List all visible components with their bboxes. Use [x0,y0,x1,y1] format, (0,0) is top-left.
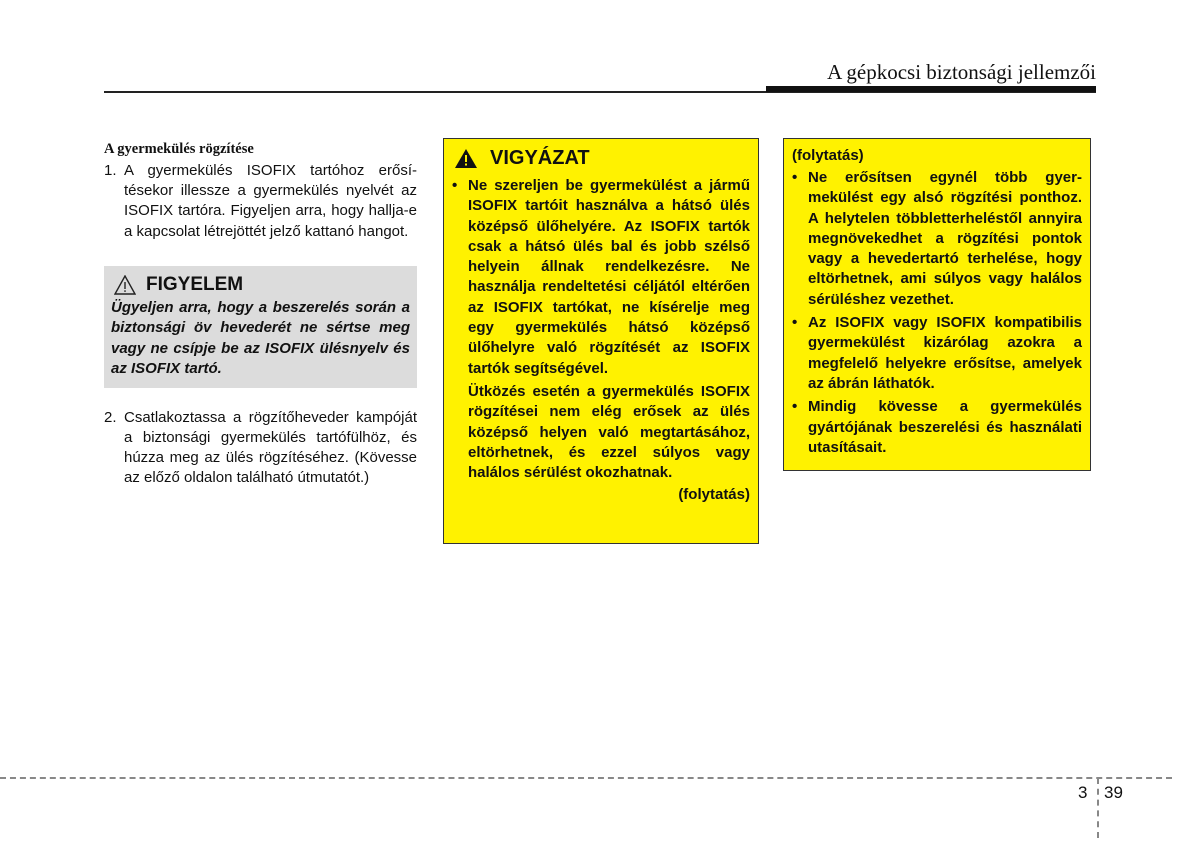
continued-bullet-2: Az ISOFIX vagy ISOFIX kompatibilis gyermekülést kizárólag azokra a megfelelő helyekre erősítse, amelyek az ábrán láthatók. [808,314,1082,392]
header-rule-accent [766,86,1096,92]
list-item: • Az ISOFIX vagy ISOFIX kompatibilis gyermekülést kizárólag azokra a megfelelő helyekre erősítse, amelyek az ábrán láthatók. [792,313,1082,394]
list-item: • Ne erősítsen egynél több gyermekülést egy alsó rögzítési ponthoz. A helytelen többletterheléstől annyira megnövekedhet a rögzítési pontok vagy a hevedertartó terhelése, hogy eltörhetnek, ami súlyos vagy halálos sérüléshez vezethet. [792,168,1082,310]
warning-triangle-outline-icon [114,275,136,295]
footer-page-divider [1097,778,1099,838]
chapter-number: 3 [1078,783,1088,802]
section-heading: A gyermekülés rögzítése [104,141,254,157]
caution-bullet: • Ne szereljen be gyermekülést a jármű ISOFIX tartóit használva a hátsó ülés középső ülőhelyére. Az ISOFIX tartók csak a hátsó ülés bal és jobb szélső helyein állnak rendelkezésre. Ne használja rendeltetési céljától eltérően az ISOFIX tartókat, ne kísérelje meg egy gyermekülés hátsó középső ülőhelyre való rögzítését az ISOFIX tartók segítségével. Ütközés esetén a gyermekülés ISOFIX rögzítései nem elég erősek az ülés középső helyen való megtartásához, eltörhetnek, és ezzel súlyos vagy halálos sérülést okozhatnak. [452,176,750,483]
continued-bullet-1: Ne erősítsen egynél több gyermekülést egy alsó rögzítési ponthoz. A helytelen többletterheléstől annyira megnövekedhet a rögzítési pontok vagy a hevedertartó terhelése, hogy eltörhetnek, ami súlyos vagy halálos sérüléshez vezethet. [808,169,1082,308]
footer-divider [0,777,1172,779]
list-item: • Mindig kövesse a gyermekülés gyártójának beszerelési és használati utasításait. [792,397,1082,458]
notice-box [104,266,417,388]
step-1-number: 1. [104,162,117,179]
page-header-title: A gépkocsi biztonsági jellemzői [827,60,1096,84]
warning-triangle-filled-icon [454,148,478,169]
step-1-text: A gyermekülés ISOFIX tartóhoz erősítésekor illessze a gyermekülés nyelvét az ISOFIX tartóra. Figyeljen arra, hogy hallja-e a kapcsolat létrejöttét jelző kattanó hangot. [124,162,417,240]
step-2-text: Csatlakoztassa a rögzítőheveder kampóját a biztonsági gyermekülés tartófülhöz, és húzza meg az ülés rögzítéséhez. (Kövesse az előző oldalon található útmutatót.) [124,408,417,487]
notice-title-row [111,274,410,296]
left-column [104,141,417,489]
continued-head: (folytatás) [792,147,864,164]
notice-title: FIGYELEM [146,273,244,295]
page-number: 39 [1104,783,1123,802]
caution-title: VIGYÁZAT [490,147,590,169]
caution-box [443,138,759,544]
caution-bullet-paragraph-2: Ütközés esetén a gyermekülés ISOFIX rögzítései nem elég erősek az ülés középső helyen való megtartásához, eltörhetnek, és ezzel súlyos vagy halálos sérülést okozhatnak. [468,382,750,482]
continued-caution-box [783,138,1091,471]
caution-bullet-paragraph-1: Ne szereljen be gyermekülést a jármű ISOFIX tartóit használva a hátsó ülés középső ülőhelyére. Az ISOFIX tartók csak a hátsó ülés bal és jobb szélső helyein állnak rendelkezésre. Ne használja rendeltetési céljától eltérően az ISOFIX tartókat, ne kísérelje meg egy gyermekülés hátsó középső ülőhelyre való rögzítését az ISOFIX tartók segítségével. [468,177,750,377]
step-1 [104,161,417,242]
continued-bullet-3: Mindig kövesse a gyermekülés gyártójának beszerelési és használati utasításait. [808,398,1082,456]
step-2 [104,408,417,489]
step-2-number: 2. [104,408,117,426]
notice-text: Ügyeljen arra, hogy a beszerelés során a biztonsági öv hevederét ne sértse meg vagy ne csípje be az ISOFIX ülésnyelv és az ISOFIX tartó. [111,298,410,378]
continued-note: (folytatás) [678,486,750,504]
caution-title-row [452,147,750,170]
